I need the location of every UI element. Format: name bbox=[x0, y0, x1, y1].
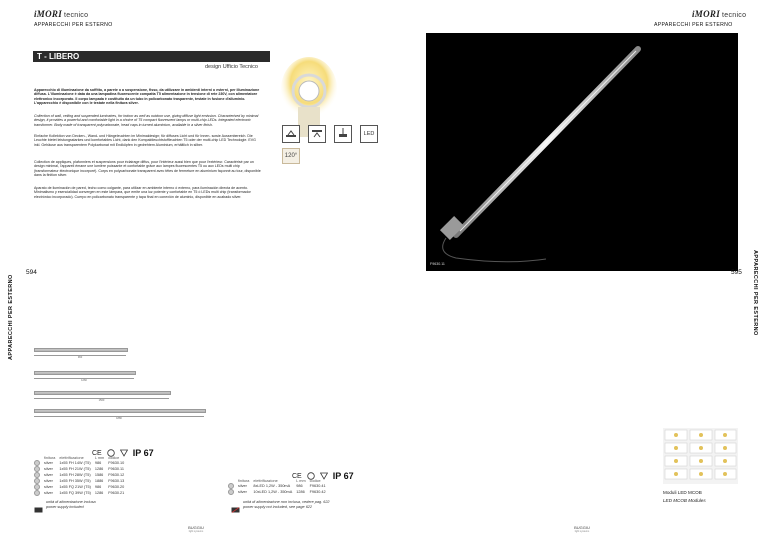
spec-table-right bbox=[226, 478, 328, 495]
footer-brand-right: BUGGIU light systems bbox=[574, 525, 590, 533]
side-label-right: APPARECCHI PER ESTERNO bbox=[752, 250, 758, 336]
side-label-left: APPARECCHI PER ESTERNO bbox=[8, 274, 14, 360]
led-modules-image bbox=[663, 428, 738, 484]
product-designer: design Ufficio Tecnico bbox=[205, 64, 258, 70]
modules-subtitle: LED MCOB Modules bbox=[663, 498, 706, 503]
power-note-left: unità di alimentazione inclusa power supply included bbox=[34, 500, 96, 518]
description-fr: Collection de appliques, plafonniers et suspensions pour éclairage diffus, pour l'intérieur aussi bien que pour l'extérieur. Caractérisé par un design minimal, l'appareil émane une lumière puissante et confortable grâce aux lampes fluorescentes T5 ou aux LEDs multi chip (transformateur électronique incorporé). Corps en polycarbonate transparent avec têtes de fermeture en aluminium façonné au tour, disponible dans la finition silver. bbox=[34, 160, 261, 178]
ceiling-mount-icon bbox=[308, 125, 326, 143]
table-header: finitura elettrificazione L mm codice bbox=[44, 455, 120, 460]
ip-rating-right: IP 67 bbox=[332, 471, 354, 481]
power-supply-icon bbox=[231, 500, 240, 518]
description-es: Aparato de iluminación de pared, techo como colgante, para utilizar en ambiente interno ó externo, para iluminación directa de acento. Minimalismo y esencialidad convergen en este lámpara, que emite una luz potente y confortable en T5 ó LEDs multi chip (transformador electrónico incorporado). Cuerpo en policarbonato transparente y tapa final en conexión de aluminio, disponible en acabado silver. bbox=[34, 186, 251, 199]
table-row: silver 10xLED 1,2W - 350mA 1286 F9630.42 bbox=[226, 489, 328, 495]
finish-swatch bbox=[228, 489, 234, 495]
spec-table-left bbox=[32, 455, 126, 496]
brand-logo-right: iMORI tecnico bbox=[692, 9, 747, 19]
technical-drawing-2: 1260 bbox=[34, 371, 146, 382]
wall-mount-icon bbox=[282, 125, 300, 143]
ce-mark: CE bbox=[92, 449, 102, 457]
led-icon: LED bbox=[360, 125, 378, 143]
description-it: Apparecchio di illuminazione da soffitto, a parete o a sospensione, fisso, da utilizzare in ambienti interni o esterni, per illuminazione diffusa. L'illuminazione è data da una lampadina fluorescente compatta T5 alimentazione in tensione di rete 230V, con alimentatore elettronico incorporato. Il corpo lampada è costituito da un tubo in policarbonato trasparente, testate in fusione d'alluminio. L'apparecchio è disponibile con le testate nella finitura silver. bbox=[34, 88, 260, 106]
table-row: silver 1x55 FQ 39W (T5) 1286 F9630.21 bbox=[32, 490, 126, 496]
product-title: T - LIBERO bbox=[33, 51, 270, 62]
table-row: silver 1x55 FH 14W (T5) 986 F9630.10 bbox=[32, 460, 126, 466]
description-de: Einfache Kollektion von Decken-, Wand- und Hängeleuchten im Minimaldesign; für diffuses Licht und für Innen- sowie Aussenbereich. Die Leuchte bietet leistungsstarkes und komfortables Licht, dank den Kompaktleuchtstoffleuchten T5 oder der multi-chip LED Technologie. EVG inkl. Gehäuse aus transparentem Polykarbonat mit Endköpfen in gedrehtem Aluminium, erhältlich in silber. bbox=[34, 134, 256, 147]
photo-caption: F9630.11 bbox=[430, 262, 445, 266]
modules-title: Moduli LED MCOB bbox=[663, 490, 702, 495]
table-row: silver 1x55 FH 28W (T5) 1586 F9630.12 bbox=[32, 472, 126, 478]
table-row: silver 8xLED 1,2W - 350mA 986 F9630.41 bbox=[226, 483, 328, 489]
technical-drawing-3: 1560 bbox=[34, 391, 184, 402]
ip-rating-left: IP 67 bbox=[132, 448, 154, 458]
table-row: silver 1x55 FH 35W (T5) 1886 F9630.13 bbox=[32, 478, 126, 484]
footer-brand-left: BUGGIU light systems bbox=[188, 525, 204, 533]
beam-angle-badge: 120° bbox=[282, 148, 300, 164]
section-header-right: APPARECCHI PER ESTERNO bbox=[654, 22, 733, 28]
section-header-left: APPARECCHI PER ESTERNO bbox=[34, 22, 113, 28]
power-supply-icon bbox=[34, 500, 43, 518]
table-row: silver 1x55 FQ 21W (T5) 986 F9630.20 bbox=[32, 484, 126, 490]
page-number-right: 595 bbox=[731, 269, 742, 276]
table-row: silver 1x55 FH 21W (T5) 1286 F9630.11 bbox=[32, 466, 126, 472]
product-photo bbox=[426, 33, 738, 271]
technical-drawing-4: 1880 bbox=[34, 409, 209, 420]
finish-swatch bbox=[34, 490, 40, 496]
ce-mark: CE bbox=[292, 472, 302, 480]
technical-drawing-1: 960 bbox=[34, 348, 146, 359]
power-note-right: unità di alimentazione non inclusa, vedere pag. 622 power supply not included, see page 622 bbox=[231, 500, 330, 518]
description-en: Collection of wall, ceiling and suspended luminaires, for indoor as well as outdoor use, giving diffuse light emission. Characterised by minimal design, it provides a powerful and comfortable light in a choice of T5 compact fluorescent lamps or multi-chip LEDs. Integrated electronic transformer. Body made of transparent polycarbonate, head caps in turned aluminium, available in a silver finish. bbox=[34, 114, 259, 127]
table-header: finitura elettrificazione L mm codice bbox=[238, 478, 321, 483]
suspension-icon bbox=[334, 125, 352, 143]
brand-logo-left: iMORI tecnico bbox=[34, 9, 89, 19]
page-number-left: 594 bbox=[26, 269, 37, 276]
